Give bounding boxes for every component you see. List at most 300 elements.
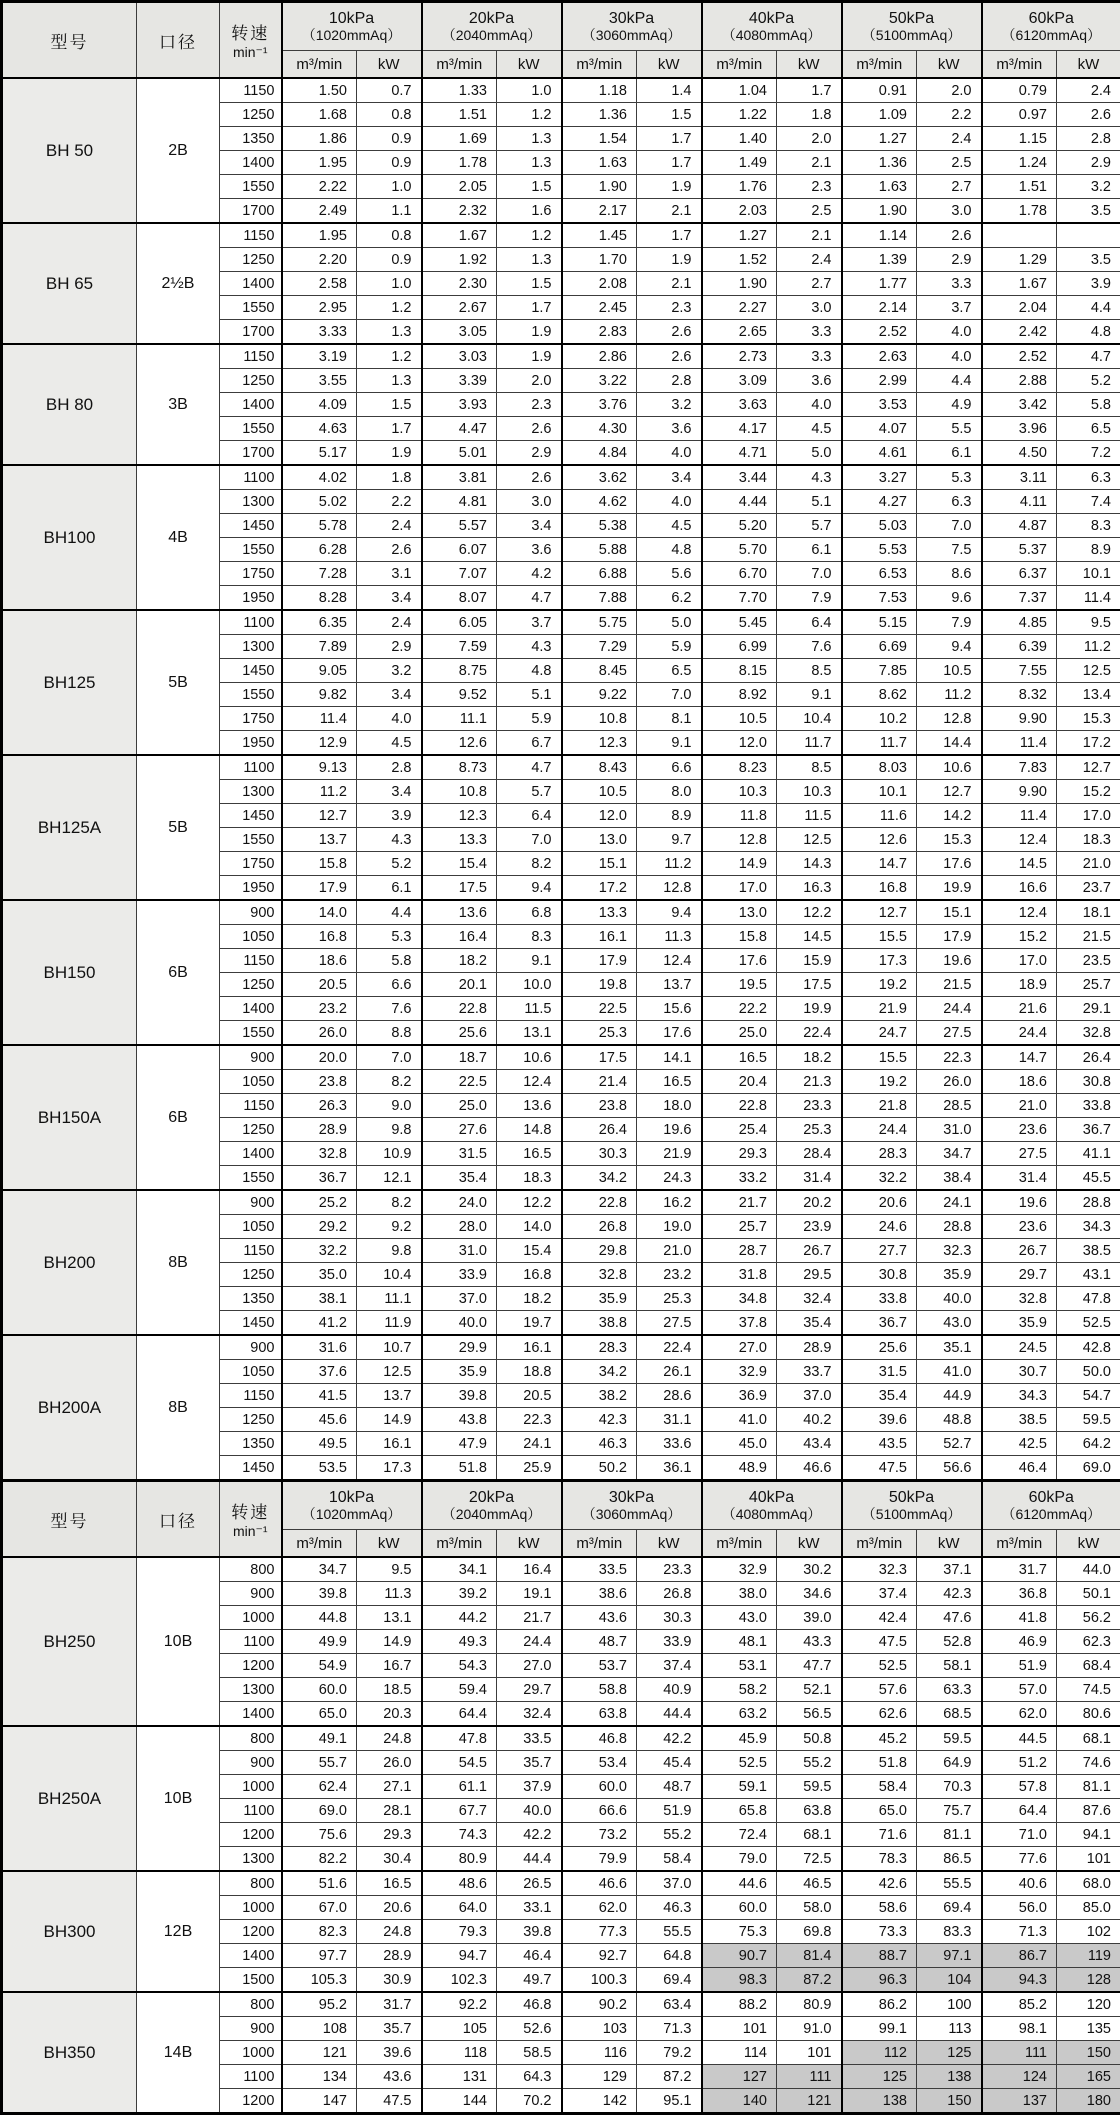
power-value-cell: 4.7 xyxy=(497,755,562,780)
flow-value-cell: 12.0 xyxy=(562,804,637,828)
flow-value-cell: 11.4 xyxy=(282,707,357,731)
power-value-cell: 32.4 xyxy=(777,1287,842,1311)
flow-value-cell: 17.3 xyxy=(842,949,917,973)
flow-value-cell: 30.8 xyxy=(842,1263,917,1287)
flow-value-cell: 20.6 xyxy=(842,1190,917,1215)
flow-value-cell: 25.6 xyxy=(842,1335,917,1360)
flow-value-cell: 64.4 xyxy=(982,1799,1057,1823)
flow-value-cell: 129 xyxy=(562,2065,637,2089)
flow-value-cell: 0.97 xyxy=(982,103,1057,127)
bore-header xyxy=(137,2,220,79)
power-value-cell: 2.9 xyxy=(357,635,422,659)
flow-value-cell: 9.82 xyxy=(282,683,357,707)
flow-value-cell: 0.79 xyxy=(982,78,1057,103)
power-value-cell: 17.9 xyxy=(917,925,982,949)
flow-value-cell: 3.42 xyxy=(982,393,1057,417)
pressure-mmaq-label: （4080mmAq） xyxy=(703,1507,841,1522)
power-value-cell: 69.4 xyxy=(917,1896,982,1920)
flow-value-cell: 8.62 xyxy=(842,683,917,707)
power-value-cell: 4.4 xyxy=(917,369,982,393)
flow-value-cell: 26.8 xyxy=(562,1215,637,1239)
power-value-cell: 2.9 xyxy=(1057,151,1120,175)
speed-value: 1000 xyxy=(220,1896,282,1920)
flow-value-cell: 2.08 xyxy=(562,272,637,296)
flow-value-cell: 79.3 xyxy=(422,1920,497,1944)
flow-value-cell: 47.5 xyxy=(842,1456,917,1481)
power-value-cell: 24.4 xyxy=(497,1630,562,1654)
table-row xyxy=(2,1335,1120,1360)
flow-value-cell: 49.9 xyxy=(282,1630,357,1654)
power-value-cell: 13.1 xyxy=(497,1021,562,1046)
power-value-cell: 29.5 xyxy=(777,1263,842,1287)
power-value-cell: 34.6 xyxy=(777,1582,842,1606)
flow-value-cell: 53.4 xyxy=(562,1751,637,1775)
power-value-cell: 1.7 xyxy=(357,417,422,441)
power-value-cell: 2.6 xyxy=(637,344,702,369)
bore-size: 4B xyxy=(137,465,220,610)
power-value-cell: 43.0 xyxy=(917,1311,982,1336)
power-value-cell: 47.6 xyxy=(917,1606,982,1630)
power-value-cell: 2.0 xyxy=(497,369,562,393)
flow-value-cell: 50.2 xyxy=(562,1456,637,1481)
power-value-cell: 38.5 xyxy=(1057,1239,1120,1263)
flow-value-cell: 33.8 xyxy=(842,1287,917,1311)
flow-value-cell: 3.19 xyxy=(282,344,357,369)
flow-value-cell: 2.67 xyxy=(422,296,497,320)
flow-value-cell: 17.6 xyxy=(702,949,777,973)
speed-value: 1500 xyxy=(220,1968,282,1993)
power-value-cell: 14.2 xyxy=(917,804,982,828)
power-value-cell: 28.1 xyxy=(357,1799,422,1823)
speed-value: 1150 xyxy=(220,344,282,369)
power-value-cell: 5.1 xyxy=(497,683,562,707)
power-value-cell: 5.8 xyxy=(1057,393,1120,417)
power-value-cell: 11.2 xyxy=(917,683,982,707)
power-value-cell: 30.4 xyxy=(357,1847,422,1872)
flow-value-cell: 45.6 xyxy=(282,1408,357,1432)
power-value-cell: 3.6 xyxy=(497,538,562,562)
power-value-cell: 19.1 xyxy=(497,1582,562,1606)
flow-value-cell: 17.0 xyxy=(702,876,777,901)
flow-value-cell: 62.0 xyxy=(562,1896,637,1920)
power-value-cell: 23.3 xyxy=(777,1094,842,1118)
flow-value-cell: 12.3 xyxy=(422,804,497,828)
flow-value-cell: 7.37 xyxy=(982,586,1057,611)
speed-value: 1150 xyxy=(220,1094,282,1118)
power-value-cell: 101 xyxy=(1057,1847,1120,1872)
power-value-cell: 43.6 xyxy=(357,2065,422,2089)
flow-value-cell: 75.6 xyxy=(282,1823,357,1847)
flow-value-cell: 11.7 xyxy=(842,731,917,756)
power-value-cell: 19.6 xyxy=(917,949,982,973)
power-value-cell: 58.0 xyxy=(777,1896,842,1920)
flow-value-cell: 13.7 xyxy=(282,828,357,852)
flow-value-cell: 3.27 xyxy=(842,465,917,490)
power-value-cell: 32.4 xyxy=(497,1702,562,1727)
power-value-cell: 102 xyxy=(1057,1920,1120,1944)
flow-value-cell: 1.18 xyxy=(562,78,637,103)
power-value-cell: 37.4 xyxy=(637,1654,702,1678)
power-value-cell: 16.5 xyxy=(637,1070,702,1094)
flow-value-cell: 32.9 xyxy=(702,1360,777,1384)
flow-value-cell: 1.24 xyxy=(982,151,1057,175)
speed-value: 1400 xyxy=(220,1702,282,1727)
power-value-cell: 3.2 xyxy=(357,659,422,683)
flow-unit-header: m³/min xyxy=(562,1530,637,1558)
flow-value-cell: 6.69 xyxy=(842,635,917,659)
speed-header xyxy=(220,2,282,79)
flow-value-cell: 40.6 xyxy=(982,1871,1057,1896)
flow-value-cell: 51.2 xyxy=(982,1751,1057,1775)
power-value-cell: 69.0 xyxy=(1057,1456,1120,1481)
pressure-group-header-10kPa xyxy=(282,2,422,51)
pressure-mmaq-label: （1020mmAq） xyxy=(283,1507,421,1522)
power-value-cell: 1.7 xyxy=(637,223,702,248)
power-value-cell: 4.7 xyxy=(497,586,562,611)
power-value-cell: 2.6 xyxy=(357,538,422,562)
power-value-cell: 52.8 xyxy=(917,1630,982,1654)
flow-value-cell: 33.5 xyxy=(562,1557,637,1582)
speed-value: 1000 xyxy=(220,1775,282,1799)
flow-unit-header: m³/min xyxy=(982,1530,1057,1558)
flow-value-cell: 7.28 xyxy=(282,562,357,586)
power-value-cell: 40.0 xyxy=(497,1799,562,1823)
flow-value-cell: 1.90 xyxy=(702,272,777,296)
power-value-cell: 8.2 xyxy=(357,1190,422,1215)
power-value-cell: 3.4 xyxy=(357,586,422,611)
flow-value-cell: 97.7 xyxy=(282,1944,357,1968)
flow-value-cell: 30.7 xyxy=(982,1360,1057,1384)
speed-value: 900 xyxy=(220,1335,282,1360)
model-name: BH 50 xyxy=(2,78,137,223)
power-unit-header: kW xyxy=(497,51,562,79)
flow-value-cell: 13.3 xyxy=(422,828,497,852)
flow-value-cell: 100.3 xyxy=(562,1968,637,1993)
power-value-cell: 3.3 xyxy=(777,344,842,369)
power-value-cell: 28.6 xyxy=(637,1384,702,1408)
flow-value-cell: 39.2 xyxy=(422,1582,497,1606)
power-value-cell: 4.2 xyxy=(497,562,562,586)
speed-value: 1100 xyxy=(220,1630,282,1654)
flow-value-cell: 35.9 xyxy=(562,1287,637,1311)
power-value-cell: 9.8 xyxy=(357,1118,422,1142)
power-value-cell: 71.3 xyxy=(637,2017,702,2041)
speed-value: 1550 xyxy=(220,828,282,852)
flow-value-cell: 11.4 xyxy=(982,804,1057,828)
power-value-cell: 1.7 xyxy=(777,78,842,103)
flow-value-cell: 15.8 xyxy=(282,852,357,876)
flow-value-cell: 44.6 xyxy=(702,1871,777,1896)
flow-value-cell: 58.2 xyxy=(702,1678,777,1702)
power-value-cell: 4.0 xyxy=(777,393,842,417)
flow-value-cell: 3.33 xyxy=(282,320,357,345)
flow-value-cell: 2.63 xyxy=(842,344,917,369)
power-value-cell: 101 xyxy=(777,2041,842,2065)
power-value-cell: 41.1 xyxy=(1057,1142,1120,1166)
power-value-cell: 25.7 xyxy=(1057,973,1120,997)
flow-value-cell: 2.45 xyxy=(562,296,637,320)
flow-value-cell: 24.4 xyxy=(982,1021,1057,1046)
power-value-cell: 30.8 xyxy=(1057,1070,1120,1094)
power-value-cell: 13.4 xyxy=(1057,683,1120,707)
flow-value-cell: 79.9 xyxy=(562,1847,637,1872)
flow-value-cell: 52.5 xyxy=(842,1654,917,1678)
power-value-cell: 18.5 xyxy=(357,1678,422,1702)
power-value-cell: 25.9 xyxy=(497,1456,562,1481)
power-value-cell: 47.8 xyxy=(1057,1287,1120,1311)
power-value-cell: 10.7 xyxy=(357,1335,422,1360)
power-value-cell: 14.4 xyxy=(917,731,982,756)
model-name: BH200 xyxy=(2,1190,137,1335)
power-value-cell: 36.1 xyxy=(637,1456,702,1481)
power-value-cell: 120 xyxy=(1057,1992,1120,2017)
power-value-cell: 4.4 xyxy=(1057,296,1120,320)
flow-value-cell: 34.2 xyxy=(562,1360,637,1384)
speed-value: 800 xyxy=(220,1726,282,1751)
power-value-cell: 1.7 xyxy=(497,296,562,320)
flow-unit-header: m³/min xyxy=(282,51,357,79)
flow-value-cell: 8.28 xyxy=(282,586,357,611)
flow-value-cell: 43.5 xyxy=(842,1432,917,1456)
power-value-cell: 15.3 xyxy=(917,828,982,852)
power-value-cell: 4.5 xyxy=(637,514,702,538)
power-value-cell: 29.3 xyxy=(357,1823,422,1847)
power-value-cell: 16.1 xyxy=(357,1432,422,1456)
flow-value-cell: 4.84 xyxy=(562,441,637,466)
flow-value-cell: 116 xyxy=(562,2041,637,2065)
flow-value-cell: 9.22 xyxy=(562,683,637,707)
power-value-cell: 17.6 xyxy=(637,1021,702,1046)
power-value-cell: 3.4 xyxy=(357,780,422,804)
power-value-cell: 21.3 xyxy=(777,1070,842,1094)
flow-value-cell: 51.8 xyxy=(842,1751,917,1775)
flow-value-cell: 90.7 xyxy=(702,1944,777,1968)
power-value-cell: 37.9 xyxy=(497,1775,562,1799)
power-value-cell: 2.5 xyxy=(777,199,842,224)
speed-value: 900 xyxy=(220,1751,282,1775)
flow-value-cell: 2.27 xyxy=(702,296,777,320)
flow-value-cell: 73.2 xyxy=(562,1823,637,1847)
flow-value-cell: 36.7 xyxy=(282,1166,357,1191)
flow-value-cell: 2.58 xyxy=(282,272,357,296)
power-value-cell: 95.1 xyxy=(637,2089,702,2114)
flow-value-cell: 94.7 xyxy=(422,1944,497,1968)
model-name: BH125A xyxy=(2,755,137,900)
flow-value-cell: 3.03 xyxy=(422,344,497,369)
pressure-group-header-60kPa xyxy=(982,1481,1120,1530)
power-value-cell: 55.5 xyxy=(637,1920,702,1944)
power-value-cell: 20.3 xyxy=(357,1702,422,1727)
power-value-cell: 7.0 xyxy=(357,1045,422,1070)
flow-value-cell: 2.99 xyxy=(842,369,917,393)
flow-value-cell: 78.3 xyxy=(842,1847,917,1872)
flow-value-cell: 3.11 xyxy=(982,465,1057,490)
model-name: BH250A xyxy=(2,1726,137,1871)
speed-value: 1100 xyxy=(220,465,282,490)
flow-value-cell: 44.5 xyxy=(982,1726,1057,1751)
flow-value-cell: 12.6 xyxy=(422,731,497,756)
model-name: BH350 xyxy=(2,1992,137,2114)
power-value-cell: 6.8 xyxy=(497,900,562,925)
flow-value-cell: 57.8 xyxy=(982,1775,1057,1799)
flow-value-cell: 1.77 xyxy=(842,272,917,296)
flow-value-cell: 20.1 xyxy=(422,973,497,997)
flow-value-cell: 18.7 xyxy=(422,1045,497,1070)
power-value-cell: 14.1 xyxy=(637,1045,702,1070)
power-value-cell: 68.1 xyxy=(777,1823,842,1847)
power-value-cell: 8.9 xyxy=(637,804,702,828)
power-value-cell: 18.2 xyxy=(777,1045,842,1070)
bore-size: 8B xyxy=(137,1335,220,1481)
power-value-cell: 3.0 xyxy=(917,199,982,224)
flow-value-cell: 10.8 xyxy=(422,780,497,804)
flow-value-cell: 17.5 xyxy=(422,876,497,901)
speed-value: 1250 xyxy=(220,369,282,393)
power-value-cell: 14.9 xyxy=(357,1630,422,1654)
power-value-cell: 15.3 xyxy=(1057,707,1120,731)
flow-value-cell: 2.30 xyxy=(422,272,497,296)
flow-value-cell: 47.9 xyxy=(422,1432,497,1456)
flow-value-cell: 86.7 xyxy=(982,1944,1057,1968)
table-row xyxy=(2,1190,1120,1215)
power-value-cell: 21.0 xyxy=(637,1239,702,1263)
flow-value-cell: 58.4 xyxy=(842,1775,917,1799)
flow-value-cell: 4.63 xyxy=(282,417,357,441)
flow-value-cell: 46.3 xyxy=(562,1432,637,1456)
flow-value-cell: 32.8 xyxy=(282,1142,357,1166)
power-value-cell: 17.5 xyxy=(777,973,842,997)
table-row xyxy=(2,1045,1120,1070)
flow-value-cell: 1.09 xyxy=(842,103,917,127)
flow-value-cell: 72.4 xyxy=(702,1823,777,1847)
flow-value-cell: 44.2 xyxy=(422,1606,497,1630)
power-value-cell: 8.0 xyxy=(637,780,702,804)
flow-value-cell: 35.9 xyxy=(982,1311,1057,1336)
power-value-cell: 1.2 xyxy=(497,223,562,248)
power-value-cell: 2.3 xyxy=(777,175,842,199)
flow-value-cell: 31.7 xyxy=(982,1557,1057,1582)
power-value-cell: 11.3 xyxy=(357,1582,422,1606)
bore-size: 10B xyxy=(137,1726,220,1871)
power-value-cell: 56.2 xyxy=(1057,1606,1120,1630)
flow-value-cell: 8.73 xyxy=(422,755,497,780)
power-value-cell: 14.9 xyxy=(357,1408,422,1432)
power-value-cell: 35.1 xyxy=(917,1335,982,1360)
power-value-cell: 15.4 xyxy=(497,1239,562,1263)
power-value-cell: 16.3 xyxy=(777,876,842,901)
flow-value-cell: 36.9 xyxy=(702,1384,777,1408)
power-value-cell: 16.8 xyxy=(497,1263,562,1287)
power-value-cell: 4.3 xyxy=(497,635,562,659)
flow-value-cell: 17.9 xyxy=(562,949,637,973)
power-value-cell: 25.3 xyxy=(637,1287,702,1311)
flow-value-cell: 5.57 xyxy=(422,514,497,538)
flow-value-cell: 31.0 xyxy=(422,1239,497,1263)
flow-value-cell: 16.8 xyxy=(282,925,357,949)
power-value-cell: 1.9 xyxy=(637,248,702,272)
flow-value-cell: 55.7 xyxy=(282,1751,357,1775)
power-value-cell: 50.1 xyxy=(1057,1582,1120,1606)
speed-value: 1450 xyxy=(220,659,282,683)
power-value-cell: 1.3 xyxy=(497,127,562,151)
flow-value-cell: 8.32 xyxy=(982,683,1057,707)
power-value-cell: 28.9 xyxy=(777,1335,842,1360)
speed-unit-label: min⁻¹ xyxy=(220,44,281,60)
flow-value-cell: 38.5 xyxy=(982,1408,1057,1432)
flow-value-cell: 22.8 xyxy=(562,1190,637,1215)
power-value-cell: 11.4 xyxy=(1057,586,1120,611)
speed-value: 1250 xyxy=(220,103,282,127)
flow-value-cell: 53.1 xyxy=(702,1654,777,1678)
power-value-cell: 70.2 xyxy=(497,2089,562,2114)
power-value-cell: 4.0 xyxy=(917,320,982,345)
flow-value-cell: 140 xyxy=(702,2089,777,2114)
bore-size: 10B xyxy=(137,1557,220,1726)
power-value-cell: 3.9 xyxy=(1057,272,1120,296)
flow-value-cell: 1.39 xyxy=(842,248,917,272)
power-value-cell: 20.6 xyxy=(357,1896,422,1920)
flow-value-cell: 85.2 xyxy=(982,1992,1057,2017)
flow-value-cell: 54.3 xyxy=(422,1654,497,1678)
flow-value-cell: 60.0 xyxy=(562,1775,637,1799)
power-value-cell: 0.8 xyxy=(357,103,422,127)
power-unit-header: kW xyxy=(917,1530,982,1558)
flow-value-cell: 2.95 xyxy=(282,296,357,320)
power-value-cell: 45.4 xyxy=(637,1751,702,1775)
flow-value-cell: 41.5 xyxy=(282,1384,357,1408)
speed-value: 1550 xyxy=(220,417,282,441)
flow-value-cell: 1.51 xyxy=(422,103,497,127)
flow-value-cell: 11.4 xyxy=(982,731,1057,756)
power-value-cell: 10.6 xyxy=(917,755,982,780)
power-value-cell: 43.3 xyxy=(777,1630,842,1654)
flow-value-cell: 41.0 xyxy=(702,1408,777,1432)
power-value-cell: 5.2 xyxy=(1057,369,1120,393)
flow-value-cell: 49.5 xyxy=(282,1432,357,1456)
power-value-cell: 34.3 xyxy=(1057,1215,1120,1239)
power-value-cell: 8.9 xyxy=(1057,538,1120,562)
flow-value-cell: 1.51 xyxy=(982,175,1057,199)
power-value-cell: 4.0 xyxy=(917,344,982,369)
table-row xyxy=(2,610,1120,635)
power-value-cell: 5.6 xyxy=(637,562,702,586)
flow-value-cell: 38.6 xyxy=(562,1582,637,1606)
flow-value-cell: 61.1 xyxy=(422,1775,497,1799)
power-value-cell: 125 xyxy=(917,2041,982,2065)
speed-value: 1200 xyxy=(220,1654,282,1678)
speed-value: 1950 xyxy=(220,731,282,756)
power-value-cell: 150 xyxy=(1057,2041,1120,2065)
speed-value: 1400 xyxy=(220,272,282,296)
speed-value: 1050 xyxy=(220,1215,282,1239)
flow-unit-header: m³/min xyxy=(982,51,1057,79)
flow-value-cell: 105.3 xyxy=(282,1968,357,1993)
power-value-cell: 10.4 xyxy=(357,1263,422,1287)
flow-value-cell: 2.65 xyxy=(702,320,777,345)
flow-value-cell: 24.5 xyxy=(982,1335,1057,1360)
power-value-cell: 1.9 xyxy=(497,344,562,369)
flow-value-cell: 27.7 xyxy=(842,1239,917,1263)
power-value-cell: 14.8 xyxy=(497,1118,562,1142)
flow-value-cell: 18.2 xyxy=(422,949,497,973)
flow-value-cell: 1.86 xyxy=(282,127,357,151)
flow-value-cell: 4.11 xyxy=(982,490,1057,514)
pressure-mmaq-label: （3060mmAq） xyxy=(563,1507,701,1522)
flow-value-cell: 86.2 xyxy=(842,1992,917,2017)
power-value-cell: 29.1 xyxy=(1057,997,1120,1021)
flow-value-cell: 95.2 xyxy=(282,1992,357,2017)
flow-value-cell: 6.05 xyxy=(422,610,497,635)
